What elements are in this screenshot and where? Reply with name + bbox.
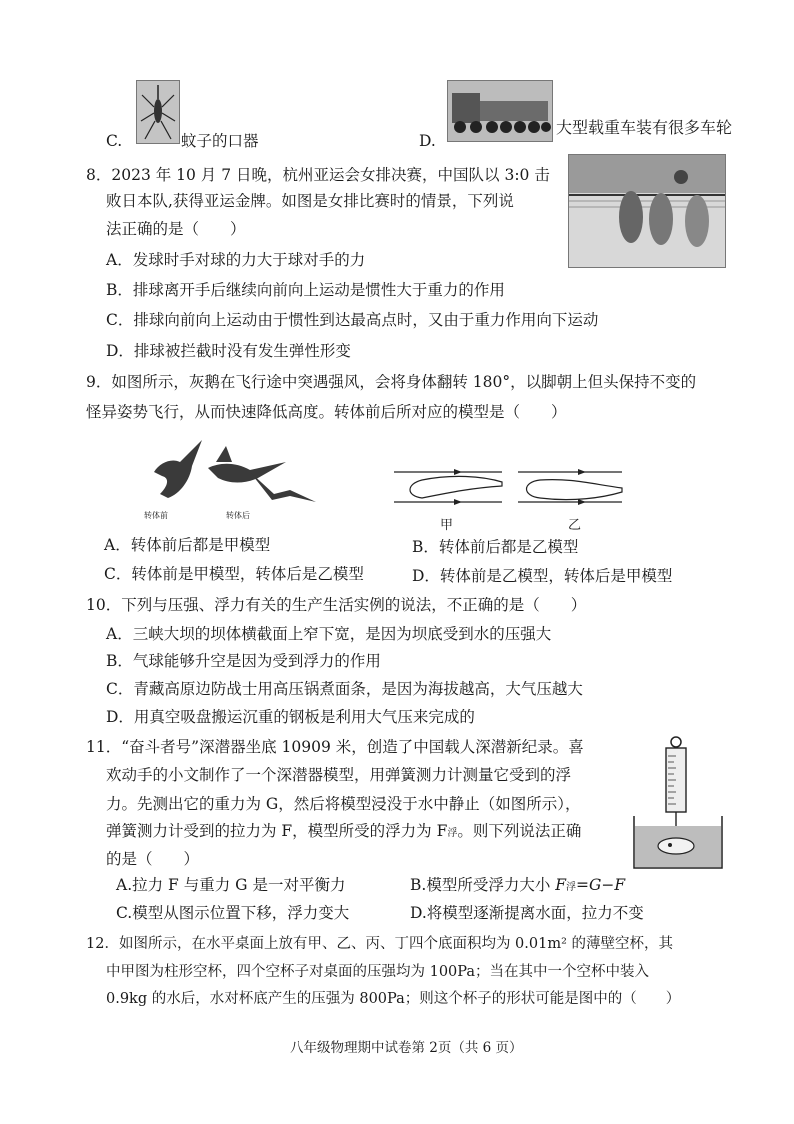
airfoil-label-jia: 甲 [440,518,454,533]
page-footer: 八年级物理期中试卷第 2页（共 6 页） [290,1040,523,1056]
q11-option-b-text: B.模型所受浮力大小 [410,876,556,894]
spring-scale-icon [632,734,726,872]
q11-option-b-formula: =G−F [576,876,626,894]
q11-line-4-sub: 浮 [447,828,458,839]
goose-label-after: 转体后 [226,511,250,520]
q11-line-4-tail: 。则下列说法正确 [457,822,582,840]
q11-line-1: 11．“奋斗者号”深潜器坐底 10909 米，创造了中国载人深潜新纪录。喜 [86,738,584,756]
q9-option-b: B．转体前后都是乙模型 [412,538,579,556]
q11-option-b [410,878,625,894]
spring-scale-figure [632,734,726,872]
q9-option-c: C．转体前是甲模型，转体后是乙模型 [104,565,364,583]
q9-line-2: 怪异姿势飞行，从而快速降低高度。转体前后所对应的模型是（ ） [86,403,567,421]
q12-line-2: 中甲图为柱形空杯，四个空杯子对桌面的压强均为 100Pa；当在其中一个空杯中装入 [106,964,650,980]
airfoil-figure [392,462,664,532]
goose-label-before: 转体前 [144,511,168,520]
volleyball-icon [569,155,725,267]
q11-option-d: D.将模型逐渐提离水面，拉力不变 [410,904,644,922]
q11-option-b-f: F [555,876,567,894]
q10-option-b: B．气球能够升空是因为受到浮力的作用 [106,652,381,670]
q11-line-3: 力。先测出它的重力为 G，然后将模型浸没于水中静止（如图所示）， [106,795,581,813]
q9-option-a: A．转体前后都是甲模型 [104,536,271,554]
q11-option-a: A.拉力 F 与重力 G 是一对平衡力 [116,876,346,894]
goose-figure [140,432,324,524]
q11-option-c: C.模型从图示位置下移，浮力变大 [116,904,350,922]
mosquito-icon [137,81,179,143]
q8-option-c: C．排球向前向上运动由于惯性到达最高点时，又由于重力作用向下运动 [106,311,599,329]
q11-line-2: 欢动手的小文制作了一个深潜器模型，用弹簧测力计测量它受到的浮 [106,766,572,784]
q10-stem: 10．下列与压强、浮力有关的生产生活实例的说法，不正确的是（ ） [86,596,587,614]
airfoil-model-icon [392,462,664,510]
mosquito-image [136,80,180,144]
truck-icon [448,81,552,141]
q11-line-4 [106,824,581,840]
q10-option-a: A．三峡大坝的坝体横截面上窄下宽，是因为坝底受到水的压强大 [106,625,552,643]
q7-option-d-letter: D. [419,132,436,150]
q11-line-5: 的是（ ） [106,850,200,868]
q8-line-2: 败日本队,获得亚运金牌。如图是女排比赛时的情景，下列说 [106,192,514,210]
q10-option-c: C．青藏高原边防战士用高压锅煮面条，是因为海拔越高，大气压越大 [106,680,583,698]
q7-option-d-text: 大型载重车装有很多车轮 [556,118,733,137]
q8-line-1: 8．2023 年 10 月 7 日晚，杭州亚运会女排决赛，中国队以 3:0 击 [86,166,550,184]
airfoil-label-yi: 乙 [568,518,582,533]
q10-option-d: D．用真空吸盘搬运沉重的钢板是利用大气压来完成的 [106,708,475,726]
q8-option-a: A．发球时手对球的力大于球对手的力 [106,251,366,269]
volleyball-photo [568,154,726,268]
q9-line-1: 9．如图所示，灰鹅在飞行途中突遇强风，会将身体翻转 180°，以脚朝上但头保持不变的 [86,373,697,391]
q8-line-3: 法正确的是（ ） [106,220,246,238]
q8-option-b: B．排球离开手后继续向前向上运动是惯性大于重力的作用 [106,281,505,299]
q7-option-c-text: 蚊子的口器 [181,132,259,150]
q8-option-d: D．排球被拦截时没有发生弹性形变 [106,342,351,360]
q7-option-c-letter: C. [106,132,123,150]
q9-option-d: D．转体前是乙模型，转体后是甲模型 [412,567,673,585]
q12-line-1: 12．如图所示，在水平桌面上放有甲、乙、丙、丁四个底面积均为 0.01m² 的薄壁空杯，其 [86,936,674,952]
truck-image [447,80,553,142]
q11-line-4-main: 弹簧测力计受到的拉力为 F，模型所受的浮力为 F [106,822,448,840]
q11-option-b-sub: 浮 [566,882,577,893]
q12-line-3: 0.9kg 的水后，水对杯底产生的压强为 800Pa；则这个杯子的形状可能是图中的（ ） [106,991,681,1007]
